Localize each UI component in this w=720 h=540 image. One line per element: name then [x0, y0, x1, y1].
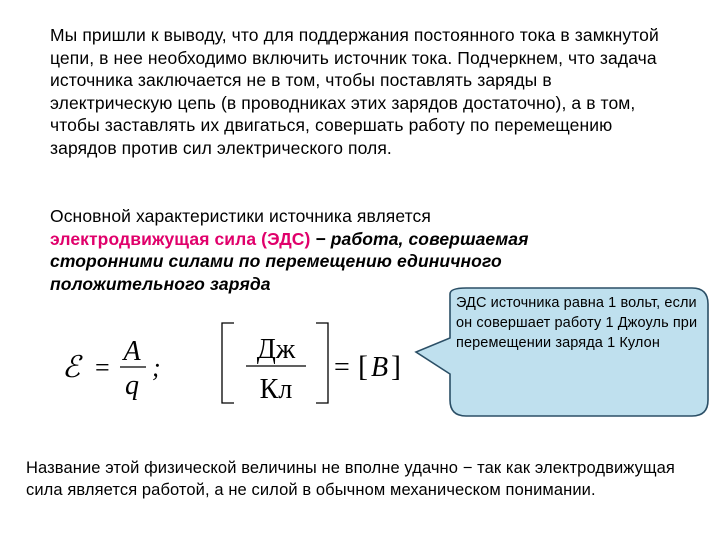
emf-definition: − работа, совершаемая сторонними силами по перемещению единичного положительного заряда [50, 228, 529, 294]
formula-terminator: ; [152, 353, 161, 382]
closing-paragraph: Название этой физической величины не вполне удачно − так как электродвижущая сила является работой, а не силой в обычном механическом понимании. [26, 459, 675, 499]
unit-bracket-open: [ [358, 350, 368, 383]
emf-formula [60, 330, 190, 400]
intro-paragraph: Мы пришли к выводу, что для поддержания постоянного тока в замкнутой цепи, в нее необходимо включить источник тока. Подчеркнем, что задача источника заключается не в том, чтобы поставлять заряды в электрическую цепь (в проводниках этих зарядов достаточно), а в том, чтобы заставлять их двигаться, совершать работу по перемещению зарядов против сил электрического поля. [50, 25, 659, 158]
emf-symbol: ℰ [62, 351, 81, 384]
formula-denominator: q [125, 370, 139, 400]
right-bracket [316, 323, 328, 403]
unit-numerator: Дж [256, 334, 296, 365]
formula-equals: = [95, 353, 110, 382]
unit-volt: В [371, 352, 389, 383]
definition-intro: Основной характеристики источника является [50, 206, 431, 226]
formula-numerator: A [123, 336, 141, 367]
unit-formula [218, 318, 408, 408]
unit-bracket-close: ] [391, 350, 401, 383]
unit-equals: = [334, 352, 350, 383]
emf-term: электродвижущая сила (ЭДС) [50, 228, 311, 249]
callout-text: ЭДС источника равна 1 вольт, если он совершает работу 1 Джоуль при перемещении заряда 1 Кулон [456, 295, 698, 351]
unit-denominator: Кл [259, 374, 293, 405]
left-bracket [222, 323, 234, 403]
